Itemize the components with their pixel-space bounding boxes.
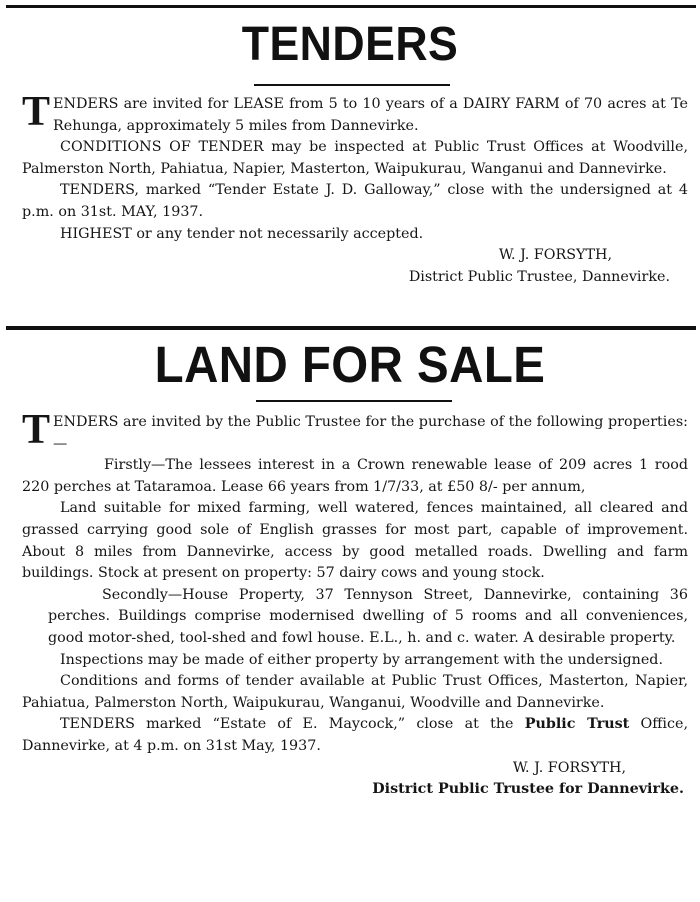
land-inspections-paragraph: Inspections may be made of either property by arrangement with the undersigned. — [60, 651, 663, 668]
top-rule — [6, 5, 696, 8]
land-secondly-paragraph: Secondly—House Property, 37 Tennyson Street, Dannevirke, containing 36 perches. Buildings comprise modernised dwelling of 5 rooms and all conveniences, good motor-shed, tool-shed and fowl house. E.L., h. and c. water. A desirable property. — [48, 586, 688, 646]
land-intro-text: ENDERS are invited by the Public Trustee for the purchase of the following properties:— — [53, 414, 688, 452]
tenders-heading-underline — [254, 84, 450, 86]
tenders-section — [22, 89, 688, 288]
tenders-intro-paragraph — [22, 89, 688, 137]
land-signatory-title — [22, 779, 688, 801]
land-conditions-paragraph: Conditions and forms of tender available at Public Trust Offices, Masterton, Napier, Pahiatua, Palmerston North, Waipukurau, Wanganui, Woodville and Dannevirke. — [22, 673, 688, 711]
tenders-signatory-title: District Public Trustee, Dannevirke. — [408, 268, 670, 285]
land-description-paragraph: Land suitable for mixed farming, well watered, fences maintained, all cleared and grassed carrying good sole of English grasses for most part, capable of improvement. About 8 miles from Dannevirke, access by good metalled roads. Dwelling and farm buildings. Stock at present on property: 57 dairy cows and young stock. — [22, 500, 688, 582]
land-signatory-title-text: District Public Trustee for Dannevirke. — [372, 781, 684, 798]
land-public-trust-emphasis: Public Trust — [524, 716, 630, 733]
land-tenders-marking-paragraph — [22, 714, 688, 757]
tenders-heading: TENDERS — [241, 18, 459, 71]
tenders-drop-cap: T — [22, 89, 51, 135]
land-intro-paragraph — [22, 407, 688, 455]
land-drop-cap: T — [22, 407, 51, 453]
tenders-disclaimer-paragraph: HIGHEST or any tender not necessarily accepted. — [60, 225, 424, 242]
land-heading-underline — [256, 400, 452, 402]
land-signatory-name: W. J. FORSYTH, — [512, 759, 626, 776]
tenders-intro-text: ENDERS are invited for LEASE from 5 to 10 years of a DAIRY FARM of 70 acres at Te Rehunga, approximately 5 miles from Dannevirke. — [53, 96, 688, 134]
tenders-signatory-name: W. J. FORSYTH, — [498, 247, 612, 264]
notice-divider-rule — [6, 326, 696, 330]
land-for-sale-section — [22, 407, 688, 801]
land-tenders-marking-tail: Office, Dannevirke, at 4 p.m. on 31st May, 1937. — [22, 716, 688, 754]
tenders-marking-paragraph: TENDERS, marked “Tender Estate J. D. Galloway,” close with the undersigned at 4 p.m. on 31st. MAY, 1937. — [22, 182, 688, 220]
tenders-conditions-paragraph: CONDITIONS OF TENDER may be inspected at Public Trust Offices at Woodville, Palmerston North, Pahiatua, Napier, Masterton, Waipukurau, Wanganui and Dannevirke. — [22, 139, 688, 177]
land-firstly-paragraph: Firstly—The lessees interest in a Crown renewable lease of 209 acres 1 rood 220 perches at Tataramoa. Lease 66 years from 1/7/33, at £50 8/- per annum, — [22, 457, 688, 495]
land-tenders-marking-text: TENDERS marked “Estate of E. Maycock,” close at the — [60, 716, 525, 733]
land-for-sale-heading: LAND FOR SALE — [154, 336, 546, 393]
